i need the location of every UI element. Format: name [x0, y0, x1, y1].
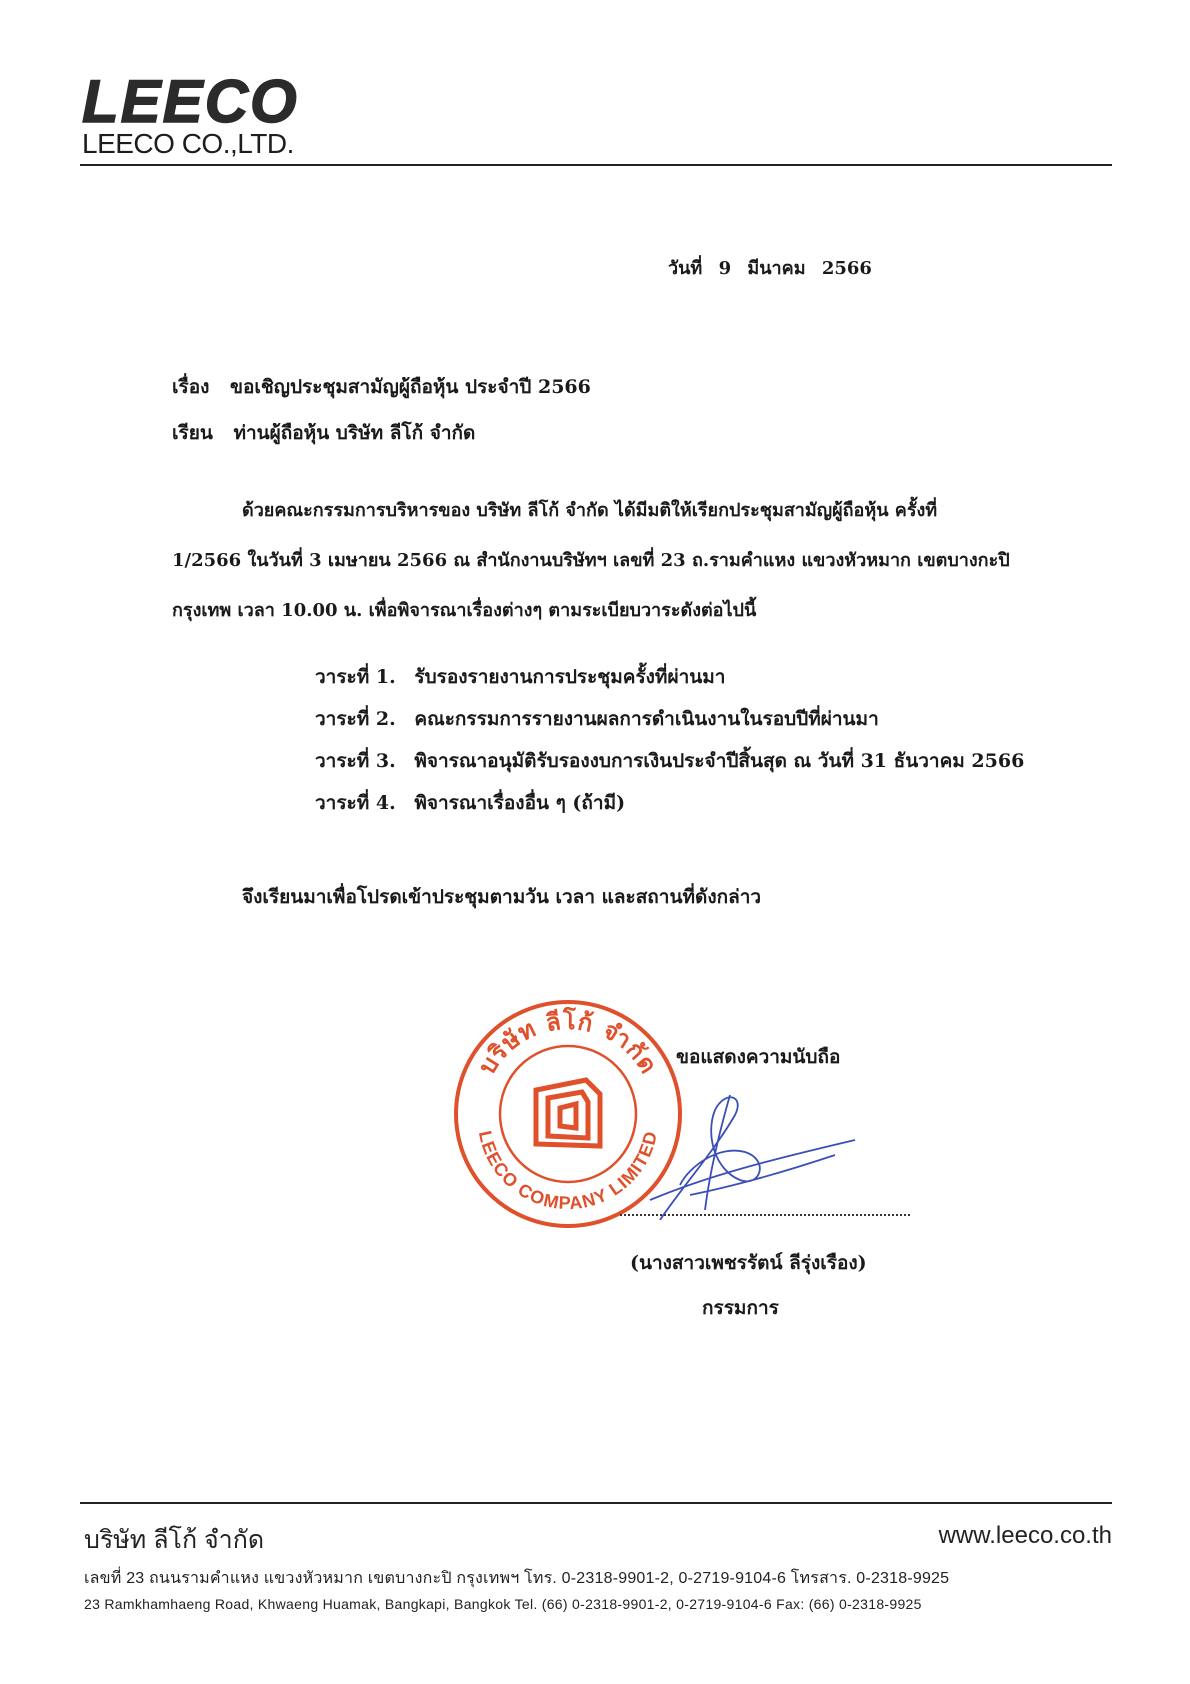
footer-address-en: 23 Ramkhamhaeng Road, Khwaeng Huamak, Bangkapi, Bangkok Tel. (66) 0-2318-9901-2, 0-2719-9104-6 Fax: (66) 0-2318-9925	[84, 1596, 922, 1612]
body-line: ด้วยคณะกรรมการบริหารของ บริษัท ลีโก้ จำกัด ได้มีมติให้เรียกประชุมสามัญผู้ถือหุ้น ครั้งที่	[242, 500, 938, 521]
closing-sentence: จึงเรียนมาเพื่อโปรดเข้าประชุมตามวัน เวลา และสถานที่ดังกล่าว	[242, 886, 762, 908]
date-label: วันที่	[668, 258, 703, 279]
header-divider	[80, 164, 1112, 166]
agenda-number: วาระที่ 2.	[315, 708, 396, 730]
agenda-text: พิจารณาอนุมัติรับรองงบการเงินประจำปีสิ้นสุด ณ วันที่ 31 ธันวาคม 2566	[414, 750, 1025, 772]
handwritten-signature	[620, 1090, 860, 1220]
company-name-en: LEECO CO.,LTD.	[82, 128, 294, 159]
body-line: กรุงเทพ เวลา 10.00 น. เพื่อพิจารณาเรื่องต่างๆ ตามระเบียบวาระดังต่อไปนี้	[172, 600, 757, 621]
date-month: มีนาคม	[747, 258, 806, 279]
leeco-logo	[82, 70, 312, 128]
signer-name: (นางสาวเพชรรัตน์ ลีรุ่งเรือง)	[630, 1252, 867, 1274]
agenda-item	[315, 662, 1024, 704]
footer-website: www.leeco.co.th	[938, 1522, 1112, 1549]
agenda-number: วาระที่ 4.	[315, 792, 396, 814]
agenda-text: รับรองรายงานการประชุมครั้งที่ผ่านมา	[414, 666, 726, 688]
signature-stroke	[650, 1095, 855, 1220]
stamp-text-top: บริษัท ลีโก้ จำกัด	[472, 1006, 664, 1080]
signer-title: กรรมการ	[702, 1297, 779, 1319]
body-line: 1/2566 ในวันที่ 3 เมษายน 2566 ณ สำนักงานบริษัทฯ เลขที่ 23 ถ.รามคำแหง แขวงหัวหมาก เขตบางกะปิ	[172, 550, 1010, 571]
date-year: 2566	[821, 258, 872, 279]
stamp-inner-ring	[500, 1046, 636, 1182]
agenda-number: วาระที่ 3.	[315, 750, 396, 772]
stamp-text-bottom: LEECO COMPANY LIMITED	[474, 1128, 662, 1214]
leeco-logo-text: LEECO	[82, 70, 299, 128]
salutation-label: เรียน	[172, 422, 213, 444]
agenda-number: วาระที่ 1.	[315, 666, 396, 688]
regards-text: ขอแสดงความนับถือ	[676, 1046, 841, 1068]
subject-text: ขอเชิญประชุมสามัญผู้ถือหุ้น ประจำปี 2566	[230, 376, 591, 398]
agenda-item	[315, 704, 1024, 746]
footer-address-th: เลขที่ 23 ถนนรามคำแหง แขวงหัวหมาก เขตบางกะปิ กรุงเทพฯ โทร. 0-2318-9901-2, 0-2719-9104-6 โทรสาร. 0-2318-9925	[84, 1570, 950, 1587]
stamp-emblem	[536, 1080, 600, 1146]
agenda-item	[315, 788, 1024, 830]
date-day: 9	[718, 258, 732, 279]
agenda-list	[315, 662, 1024, 830]
agenda-item	[315, 746, 1024, 788]
agenda-text: คณะกรรมการรายงานผลการดำเนินงานในรอบปีที่ผ่านมา	[414, 708, 879, 730]
footer-company-name: บริษัท ลีโก้ จำกัด	[84, 1526, 265, 1554]
body-paragraph	[172, 486, 1072, 636]
subject-label: เรื่อง	[172, 376, 210, 398]
signature-line	[620, 1214, 910, 1216]
letter-date	[668, 253, 882, 282]
salutation-line	[172, 418, 475, 448]
salutation-text: ท่านผู้ถือหุ้น บริษัท ลีโก้ จำกัด	[233, 422, 476, 444]
subject-line	[172, 372, 591, 402]
agenda-text: พิจารณาเรื่องอื่น ๆ (ถ้ามี)	[414, 792, 626, 814]
footer-divider	[80, 1502, 1112, 1504]
